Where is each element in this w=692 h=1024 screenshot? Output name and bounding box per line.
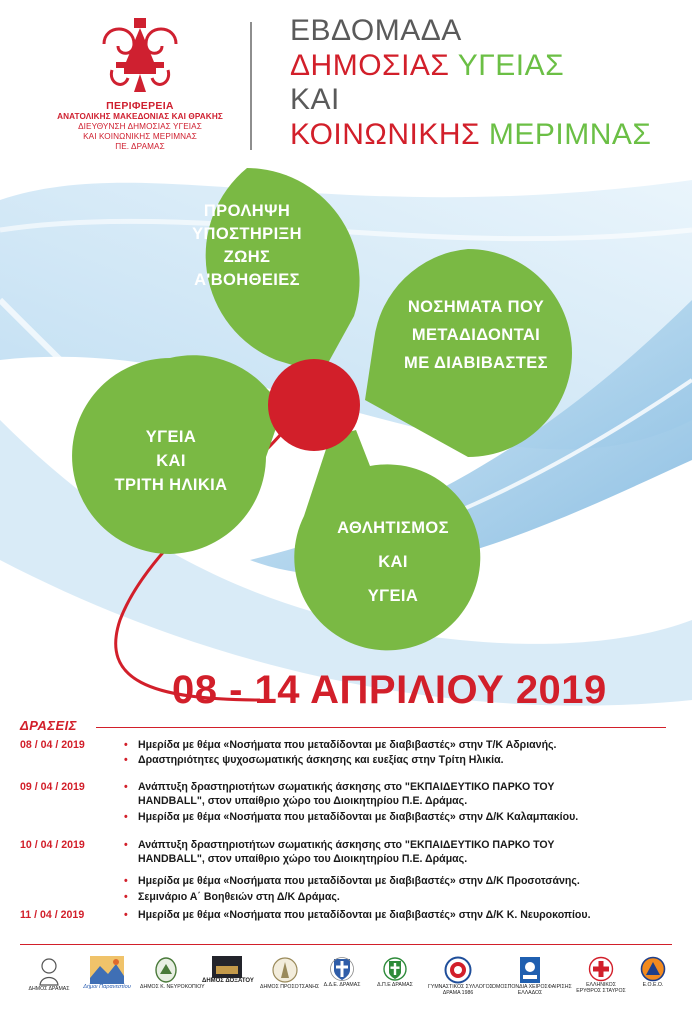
- emblem-icon: [154, 956, 178, 984]
- bust-icon: [37, 956, 61, 986]
- civil-protection-icon: [640, 956, 666, 982]
- activity-text: Ημερίδα με θέμα «Νοσήματα που μεταδίδονται με διαβιβαστές» στην Τ/Κ Αδριανής.: [138, 739, 557, 751]
- sponsor-eoeo: [632, 956, 674, 988]
- sponsor-handball-federation: [492, 956, 572, 996]
- activities-heading-rule: [96, 727, 666, 728]
- title-social: ΚΟΙΝΩΝΙΚΗΣ: [290, 117, 481, 151]
- bullet-icon: •: [124, 909, 128, 921]
- sponsor-label: ΔΗΜΟΣ ΔΡΑΜΑΣ: [28, 986, 70, 992]
- sponsor-label: ΔΗΜΟΣ Κ. ΝΕΥΡΟΚΟΠΙΟΥ: [140, 984, 205, 990]
- region-logo-block: [40, 14, 240, 152]
- petal-top-line: ΥΠΟΣΤΗΡΙΞΗ: [192, 225, 302, 243]
- sponsor-nevrokopiou: [140, 956, 205, 990]
- sponsor-label: Δ.Π.Ε ΔΡΑΜΑΣ: [377, 982, 413, 988]
- petal-left-line: ΥΓΕΙΑ: [145, 428, 197, 446]
- activity-text-continued: HANDBALL", στον υπαίθριο χώρο του Διοικητηρίου Π.Ε. Δράμας.: [138, 795, 468, 807]
- petal-bottom-line: ΚΑΙ: [378, 553, 408, 571]
- activity-text-continued: HANDBALL", στον υπαίθριο χώρο του Διοικητηρίου Π.Ε. Δράμας.: [138, 853, 468, 865]
- flower-center: [268, 359, 360, 451]
- sponsor-label-line1: ΕΛΛΗΝΙΚΟΣ: [586, 982, 616, 988]
- sponsor-prosotsanis: [260, 956, 320, 990]
- petal-bottom-text: [318, 511, 468, 613]
- sponsor-label: Δήμοι Παρανεστίου: [83, 984, 131, 990]
- title-line-public-health: [290, 49, 651, 84]
- petal-left-line: ΚΑΙ: [156, 452, 186, 470]
- header-divider: [250, 22, 252, 150]
- mountain-landscape-icon: [90, 956, 124, 984]
- petal-right-line: ΜΕ ΔΙΑΒΙΒΑΣΤΕΣ: [404, 354, 548, 372]
- petal-top-line: Α'ΒΟΗΘΕΙΕΣ: [194, 271, 300, 289]
- org-directorate-line2: ΚΑΙ ΚΟΙΝΩΝΙΚΗΣ ΜΕΡΙΜΝΑΣ: [83, 132, 197, 141]
- greek-coat-of-arms-icon: [330, 956, 354, 982]
- petal-top-text: [162, 200, 332, 292]
- sponsor-label-line2: ΕΛΛΑΔΟΣ: [517, 990, 543, 996]
- activity-text: Σεμινάριο Α΄ Βοηθειών στη Δ/Κ Δράμας.: [138, 891, 340, 903]
- title-line-social-welfare: [290, 118, 651, 153]
- activity-text: Ανάπτυξη δραστηριοτήτων σωματικής άσκησης στο "ΕΚΠΑΙΔΕΥΤΙΚΟ ΠΑΡΚΟ ΤΟΥ: [138, 781, 555, 793]
- bullet-icon: •: [124, 739, 128, 751]
- red-cross-icon: [588, 956, 614, 982]
- petal-left-line: ΤΡΙΤΗ ΗΛΙΚΙΑ: [114, 476, 228, 494]
- sponsor-label: ΔΗΜΟΣ ΔΟΞΑΤΟΥ: [202, 978, 254, 984]
- ohe-logo-icon: [519, 956, 541, 984]
- bullet-icon: •: [124, 781, 128, 793]
- sponsor-dimos-dramas: [26, 956, 72, 992]
- org-title: ΠΕΡΙΦΕΡΕΙΑ: [106, 100, 174, 112]
- activity-text: Ημερίδα με θέμα «Νοσήματα που μεταδίδονται με διαβιβαστές» στην Δ/Κ Προσοτσάνης.: [138, 875, 580, 887]
- org-unit: ΠΕ. ΔΡΑΜΑΣ: [115, 142, 165, 151]
- event-dates: 08 - 14 ΑΠΡΙΛΙΟΥ 2019: [172, 668, 607, 712]
- sponsor-paranestiou: [80, 956, 134, 990]
- petal-right-text: [376, 293, 576, 377]
- bullet-icon: •: [124, 839, 128, 851]
- activity-text: Ανάπτυξη δραστηριοτήτων σωματικής άσκησης στο "ΕΚΠΑΙΔΕΥΤΙΚΟ ΠΑΡΚΟ ΤΟΥ: [138, 839, 555, 851]
- sponsor-label-line1: ΓΥΜΝΑΣΤΙΚΟΣ ΣΥΛΛΟΓΟΣ: [428, 984, 493, 990]
- green-cross-icon: [383, 956, 407, 982]
- petal-top-line: ΠΡΟΛΗΨΗ: [203, 202, 291, 220]
- sponsor-label: Ε.Ο.Ε.Ο.: [642, 982, 664, 988]
- sponsor-doxatou: [202, 956, 252, 984]
- activity-text: Δραστηριότητες ψυχοσωματικής άσκησης και ευεξίας στην Τρίτη Ηλικία.: [138, 754, 504, 766]
- activity-date: 09 / 04 / 2019: [20, 781, 85, 793]
- activity-date: 10 / 04 / 2019: [20, 839, 85, 851]
- title-welfare: ΜΕΡΙΜΝΑΣ: [488, 117, 652, 151]
- bullet-icon: •: [124, 891, 128, 903]
- org-region-name: ΑΝΑΤΟΛΙΚΗΣ ΜΑΚΕΔΟΝΙΑΣ ΚΑΙ ΘΡΑΚΗΣ: [57, 112, 223, 121]
- title-public: ΔΗΜΟΣΙΑΣ: [290, 48, 450, 82]
- bullet-icon: •: [124, 754, 128, 766]
- statue-icon: [271, 956, 299, 984]
- ionic-capital-logo-icon: [94, 14, 186, 96]
- sponsor-label-line1: ΟΜΟΣΠΟΝΔΙΑ ΧΕΙΡΟΣΦΑΙΡΙΣΗΣ: [492, 984, 572, 990]
- activity-text: Ημερίδα με θέμα «Νοσήματα που μεταδίδονται με διαβιβαστές» στην Δ/Κ Κ. Νευροκοπίου.: [138, 909, 591, 921]
- sponsor-label: ΔΗΜΟΣ ΠΡΟΣΟΤΣΑΝΗΣ: [260, 984, 320, 990]
- sponsor-label: Δ.Δ.Ε. ΔΡΑΜΑΣ: [323, 982, 361, 988]
- sponsor-dpe-dramas: [372, 956, 418, 988]
- title-health: ΥΓΕΙΑΣ: [457, 48, 565, 82]
- town-photo-icon: [212, 956, 242, 978]
- petal-bottom-line: ΥΓΕΙΑ: [367, 587, 419, 605]
- activity-date: 08 / 04 / 2019: [20, 739, 85, 751]
- bullet-icon: •: [124, 811, 128, 823]
- title-line-and: ΚΑΙ: [290, 83, 340, 116]
- event-title: [290, 14, 651, 152]
- petal-bottom-line: ΑΘΛΗΤΙΣΜΟΣ: [337, 519, 449, 537]
- activities-heading: ΔΡΑΣΕΙΣ: [20, 718, 77, 733]
- sponsor-red-cross: [574, 956, 628, 994]
- sponsor-gymnastikos-syllogos: [428, 956, 493, 996]
- club-badge-icon: [444, 956, 472, 984]
- footer-rule: [20, 944, 672, 945]
- petal-right-line: ΜΕΤΑΔΙΔΟΝΤΑΙ: [411, 326, 541, 344]
- sponsor-label-line2: ΔΡΑΜΑ 1986: [442, 990, 474, 996]
- petal-left-text: [86, 425, 256, 497]
- activity-text: Ημερίδα με θέμα «Νοσήματα που μεταδίδονται με διαβιβαστές» στην Δ/Κ Καλαμπακίου.: [138, 811, 579, 823]
- sponsor-label-line2: ΕΡΥΘΡΟΣ ΣΤΑΥΡΟΣ: [576, 988, 626, 994]
- petal-top-line: ΖΩΗΣ: [223, 248, 271, 266]
- petal-right-line: ΝΟΣΗΜΑΤΑ ΠΟΥ: [407, 298, 545, 316]
- org-directorate-line1: ΔΙΕΥΘΥΝΣΗ ΔΗΜΟΣΙΑΣ ΥΓΕΙΑΣ: [78, 122, 202, 131]
- sponsor-dde-dramas: [318, 956, 366, 988]
- bullet-icon: •: [124, 875, 128, 887]
- activity-date: 11 / 04 / 2019: [20, 909, 85, 921]
- title-line-week: ΕΒΔΟΜΑΔΑ: [290, 14, 462, 47]
